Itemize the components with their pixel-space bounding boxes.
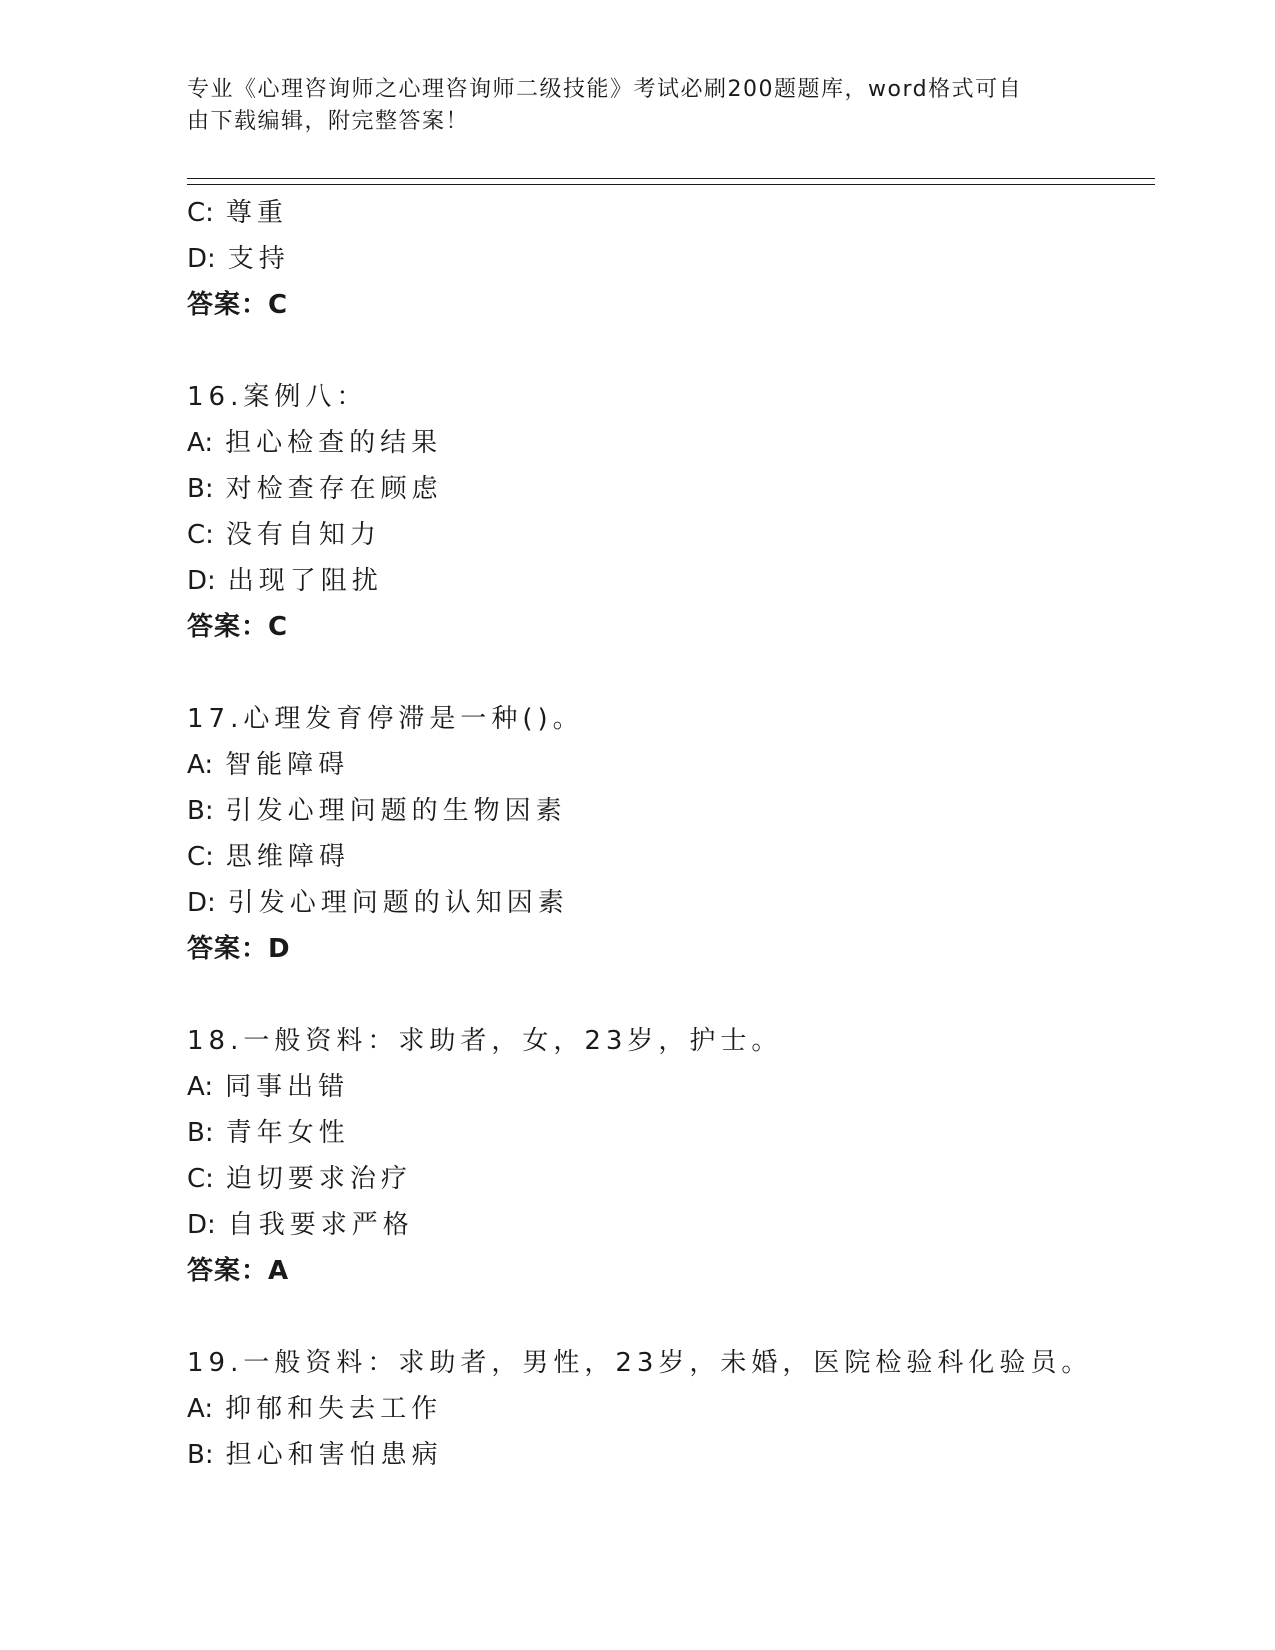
question-stem: 17.心理发育停滞是一种()。 [187, 704, 584, 734]
option-a: A: 抑郁和失去工作 [187, 1394, 443, 1424]
spacer [187, 972, 1155, 1018]
question-list [187, 190, 1155, 1478]
page-header [187, 74, 1067, 138]
question-stem: 16.案例八： [187, 382, 368, 412]
answer: 答案：C [187, 290, 289, 320]
header-line-1: 专业《心理咨询师之心理咨询师二级技能》考试必刷200题题库，word格式可自 [187, 77, 1023, 102]
spacer [187, 328, 1155, 374]
option-d: D: 引发心理问题的认知因素 [187, 888, 569, 918]
option-b: B: 青年女性 [187, 1118, 350, 1148]
answer: 答案：D [187, 934, 291, 964]
option-b: B: 担心和害怕患病 [187, 1440, 443, 1470]
option-a: A: 担心检查的结果 [187, 428, 443, 458]
answer: 答案：A [187, 1256, 290, 1286]
option-d: D: 出现了阻扰 [187, 566, 383, 596]
option-b: B: 对检查存在顾虑 [187, 474, 443, 504]
answer: 答案：C [187, 612, 289, 642]
option-d: D: 支持 [187, 244, 290, 274]
option-c: C: 尊重 [187, 198, 288, 228]
header-line-2: 由下载编辑，附完整答案！ [187, 109, 470, 134]
question-stem: 19.一般资料：求助者，男性，23岁，未婚，医院检验科化验员。 [187, 1348, 1093, 1378]
option-a: A: 智能障碍 [187, 750, 350, 780]
spacer [187, 650, 1155, 696]
option-b: B: 引发心理问题的生物因素 [187, 796, 567, 826]
spacer [187, 1294, 1155, 1340]
question-stem: 18.一般资料：求助者，女，23岁，护士。 [187, 1026, 783, 1056]
option-c: C: 迫切要求治疗 [187, 1164, 412, 1194]
option-a: A: 同事出错 [187, 1072, 350, 1102]
header-divider [187, 178, 1155, 185]
option-c: C: 思维障碍 [187, 842, 350, 872]
option-c: C: 没有自知力 [187, 520, 381, 550]
option-d: D: 自我要求严格 [187, 1210, 414, 1240]
